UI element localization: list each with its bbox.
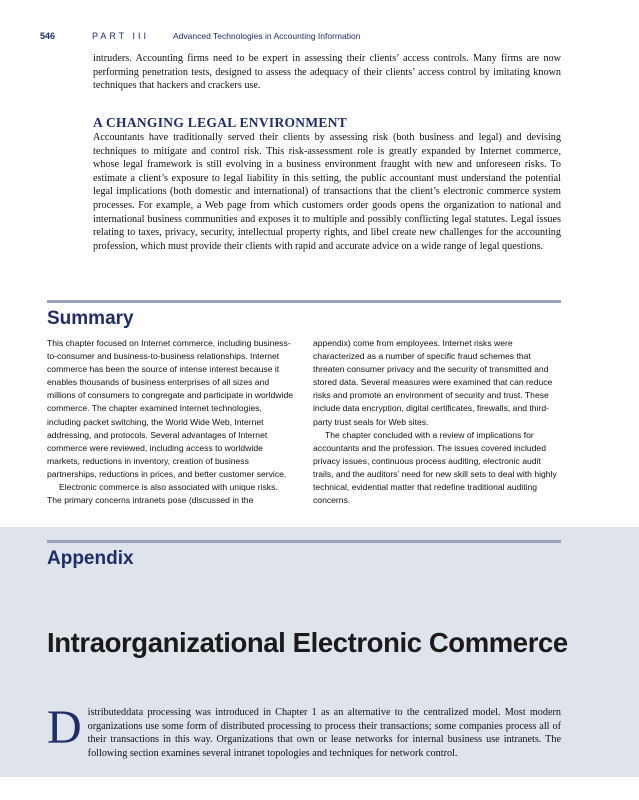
summary-title: Summary [47,308,134,329]
appendix-heading: Intraorganizational Electronic Commerce [47,627,568,658]
appendix-title: Appendix [47,548,134,569]
intro-paragraph: intruders. Accounting firms need to be expert in assessing their clients’ access controls. Many firms are now performing penetration tests, designed to assess the adequacy of their clients’ access control by imitating known techniques that hackers and crackers use. [93,53,561,92]
summary-paragraph: Electronic commerce is also associated with unique risks. The primary concerns intranets pose (discussed in the [47,482,278,506]
appendix-paragraph [47,701,561,760]
summary-paragraph: The chapter concluded with a review of implications for accountants and the profession. The issues covered included privacy issues, continuous process auditing, electronic audit trails, and the auditors’ need for new skill sets to deal with highly technical, evidential matter that redefine traditional auditing concerns. [313,429,557,506]
summary-paragraph: appendix) come from employees. Internet risks were characterized as a number of specific fraud schemes that threaten consumer privacy and the security of transmitted and stored data. Several measures were examined that can reduce risks and promote an environment of security and trust. These include data encryption, digital certificates, firewalls, and third-party trust seals for Web sites. [313,338,553,427]
part-label: PART III [92,31,150,41]
summary-left-column [47,337,294,507]
section-heading: A CHANGING LEGAL ENVIRONMENT [93,115,348,130]
drop-cap: D [47,701,82,754]
summary-paragraph: This chapter focused on Internet commerce, including business-to-consumer and business-to-business relationships. Internet commerce has been the source of intense interest because it enables thousands of business enterprises of all sizes and millions of consumers to congregate and participate in worldwide commerce. The chapter examined Internet technologies, including packet switching, the World Wide Web, Internet addressing, and protocols. Several advantages of Internet commerce were reviewed, including access to worldwide markets, reductions in inventory, creation of business partnerships, reductions in prices, and better customer service. [47,338,294,479]
summary-divider [47,300,561,303]
page-number: 546 [40,31,56,41]
summary-right-column [313,337,560,507]
section-paragraph: Accountants have traditionally served their clients by assessing risk (both business and legal) and devising techniques to mitigate and control risk. This risk-assessment role is greatly expanded by Internet commerce, whose legal framework is still evolving in a business environment fraught with new and unforeseen risks. To estimate a client’s exposure to legal liability in this setting, the public accountant must understand the potential legal implications (both domestic and international) of transactions that the client’s electronic commerce system processes. For example, a Web page from which customers order goods opens the organization to national and international business communities and exposes it to multiple and possibly conflicting legal statutes. Legal issues relating to taxes, privacy, security, intellectual property rights, and libel create new challenges for the accounting profession, which must provide their clients with rapid and accurate advice on a wide range of legal questions. [93,132,561,252]
chapter-title: Advanced Technologies in Accounting Information [173,31,361,41]
appendix-divider [47,540,561,543]
appendix-text: istributeddata processing was introduced in Chapter 1 as an alternative to the centralized model. Most modern organizations use some form of distributed processing to process their transactions; some companies process all of their transactions in this way. Organizations that own or lease networks for internal business use intranets. The following section examines several intranet topologies and techniques for network control. [87,707,561,759]
